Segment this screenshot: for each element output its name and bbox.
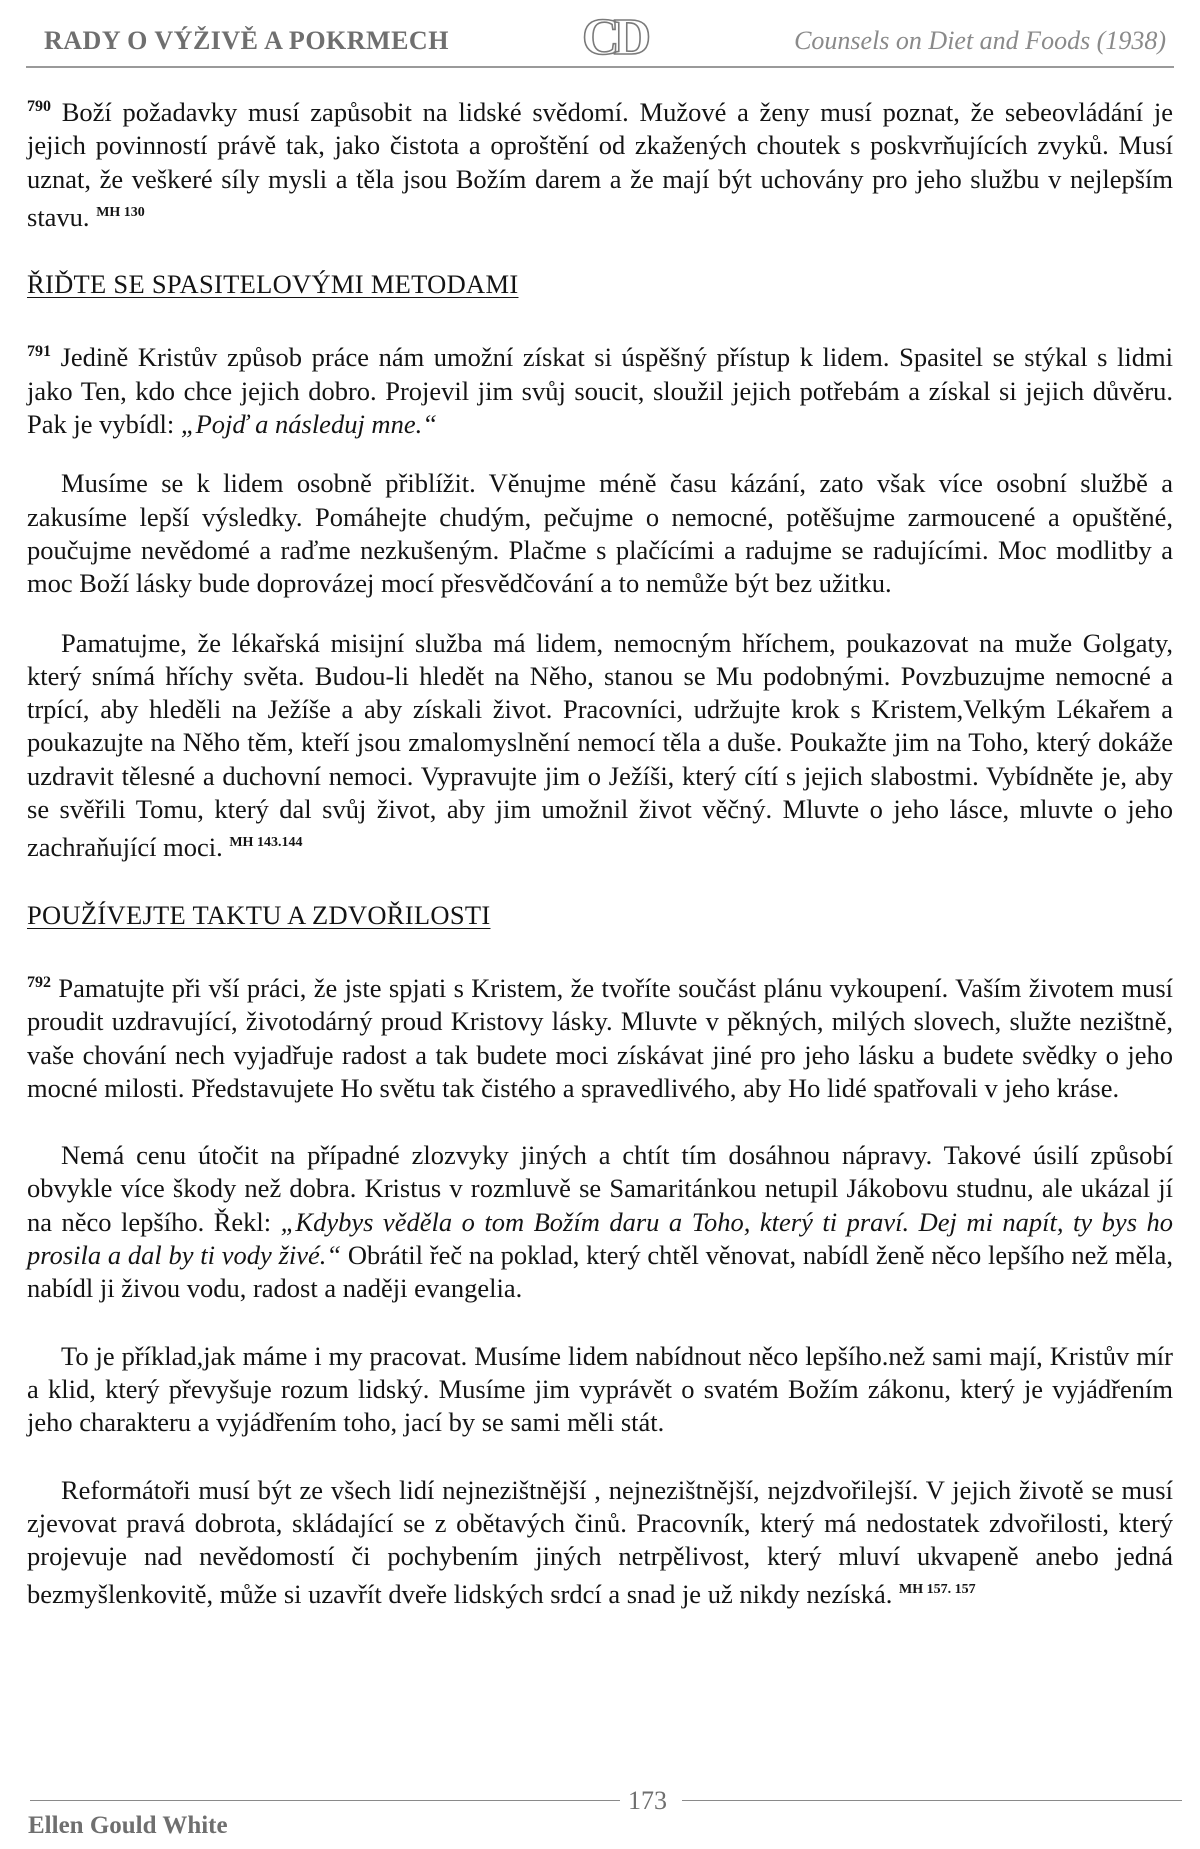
section-heading: POUŽÍVEJTE TAKTU A ZDVOŘILOSTI — [27, 899, 491, 930]
source-reference: MH 130 — [96, 204, 145, 220]
paragraph — [27, 627, 1173, 865]
page-body — [27, 90, 1173, 1612]
quote-text: „Kdybys věděla o tom Božím daru a Toho, který ti praví. Dej mi napít, ty bys ho prosila a dal by ti vody živé.“ — [27, 1206, 1174, 1271]
source-reference: MH 157. 157 — [899, 1582, 976, 1598]
source-reference: MH 143.144 — [229, 835, 303, 851]
paragraph-text: Obrátil řeč na poklad, který chtěl věnovat, nabídl ženě něco lepšího než měla, nabídl ji živou vodu, radost a naději evangelia. — [27, 1240, 1173, 1304]
paragraph — [27, 1139, 1173, 1305]
page-number: 173 — [628, 1786, 667, 1815]
page-header — [26, 9, 1174, 68]
author-name: Ellen Gould White — [28, 1812, 228, 1839]
paragraph-text: Pamatujme, že lékařská misijní služba má lidem, nemocným hříchem, poukazovat na muže Golgaty, který snímá hříchy světa. Budou-li hledět na Něho, stanou se Mu podobnými. Povzbuzujme nemocné a trpící, aby hleděli na Ježíše a aby získali život. Pracovníci, udržujte krok s Kristem,Velkým Lékařem a poukazujte na Něho těm, kteří jsou zmalomyslnění nemocí těla a duše. Poukažte jim na Toho, který dokáže uzdravit tělesné a duchovní nemoci. Vypravujte jim o Ježíši, který cítí s jejich slabostmi. Vybídněte je, aby se svěřili Tomu, který dal svůj život, aby jim umožnil život věčný. Mluvte o jeho lásce, mluvte o jeho zachraňující moci. — [27, 627, 1173, 863]
page-footer — [0, 1770, 1200, 1849]
paragraph-number: 792 — [27, 973, 51, 991]
paragraph-790 — [27, 90, 1173, 234]
section-heading: ŘIĎTE SE SPASITELOVÝMI METODAMI — [27, 269, 519, 300]
paragraph-number: 790 — [27, 98, 51, 115]
paragraph-text: Nemá cenu útočit na případné zlozvyky jiných a chtít tím dosáhnou nápravy. Takové úsilí způsobí obvykle více škody než dobra. Kristus v rozmluvě se Samaritánkou netupil Jákobovu studnu, ale ukázal jí na něco lepšího. Řekl: — [27, 1140, 1173, 1237]
paragraph-text: Reformátoři musí být ze všech lidí nejnezištnější , nejnezištnější, nejzdvořilejší. V jejich životě se musí zjevovat pravá dobrota, skládající se z obětavých činů. Pracovník, který má nedostatek zdvořilosti, který projevuje nad nevědomostí či pochybením jiných netrpělivost, který mluví ukvapeně anebo jedná bezmyšlenkovitě, může si uzavřít dveře lidských srdcí a snad je už nikdy nezíská. — [27, 1474, 1173, 1610]
paragraph-number: 791 — [27, 343, 51, 361]
header-book-title-czech: RADY O VÝŽIVĚ A POKRMECH — [44, 26, 449, 55]
paragraph-text: Pamatujte při vší práci, že jste spjati s Kristem, že tvoříte součást plánu vykoupení. Vaším životem musí proudit uzdravující, životodárný proud Kristovy lásky. Mluvte v pěkných, milých slovech, služte nezištně, vaše chování nech vyjadřuje radost a tak budete moci získávat jiné pro jeho lásku a budete svědky o jeho mocné milosti. Představujete Ho světu tak čistého a spravedlivého, aby Ho lidé spatřovali v jeho kráse. — [27, 972, 1173, 1103]
footer-divider — [30, 1800, 620, 1801]
paragraph-text: Jedině Kristův způsob práce nám umožní získat si úspěšný přístup k lidem. Spasitel se stýkal s lidmi jako Ten, kdo chce jejich dobro. Projevil jim svůj soucit, sloužil jejich potřebám a získal si jejich důvěru. Pak je vybídl: — [27, 342, 1173, 440]
quote-text: „Pojď a následuj mne.“ — [180, 409, 437, 440]
paragraph: Musíme se k lidem osobně přiblížit. Věnujme méně času kázání, zato však více osobní službě a zakusíme lepší výsledky. Pomáhejte chudým, pečujme o nemocné, potěšujme zarmoucené a opuštěné, poučujme nevědomé a raďme nezkušeným. Plačme s plačícími a radujme se radujícími. Moc modlitby a moc Boží lásky bude doprovázej mocí přesvědčování a to nemůže být bez užitku. — [27, 468, 1173, 599]
footer-divider — [682, 1800, 1182, 1801]
header-book-title-english: Counsels on Diet and Foods (1938) — [794, 26, 1166, 55]
paragraph-text: Boží požadavky musí zapůsobit na lidské svědomí. Mužové a ženy musí poznat, že sebeovládání je jejich povinností právě tak, jako čistota a oproštění od zkažených choutek s poskvrňujících zvyků. Musí uznat, že veškeré síly mysli a těla jsou Božím darem a že mají být uchovány pro jeho službu v nejlepším stavu. — [27, 97, 1174, 232]
paragraph-792 — [27, 966, 1173, 1105]
paragraph: To je příklad,jak máme i my pracovat. Musíme lidem nabídnout něco lepšího.než sami mají, Kristův mír a klid, který převyšuje rozum lidský. Musíme jim vyprávět o svatém Božím zákonu, který je vyjádřením jeho charakteru a vyjádřením toho, jací by se sami měli stát. — [27, 1340, 1173, 1438]
paragraph-791 — [27, 335, 1173, 441]
paragraph — [27, 1474, 1173, 1612]
header-logo: CD — [582, 9, 646, 66]
